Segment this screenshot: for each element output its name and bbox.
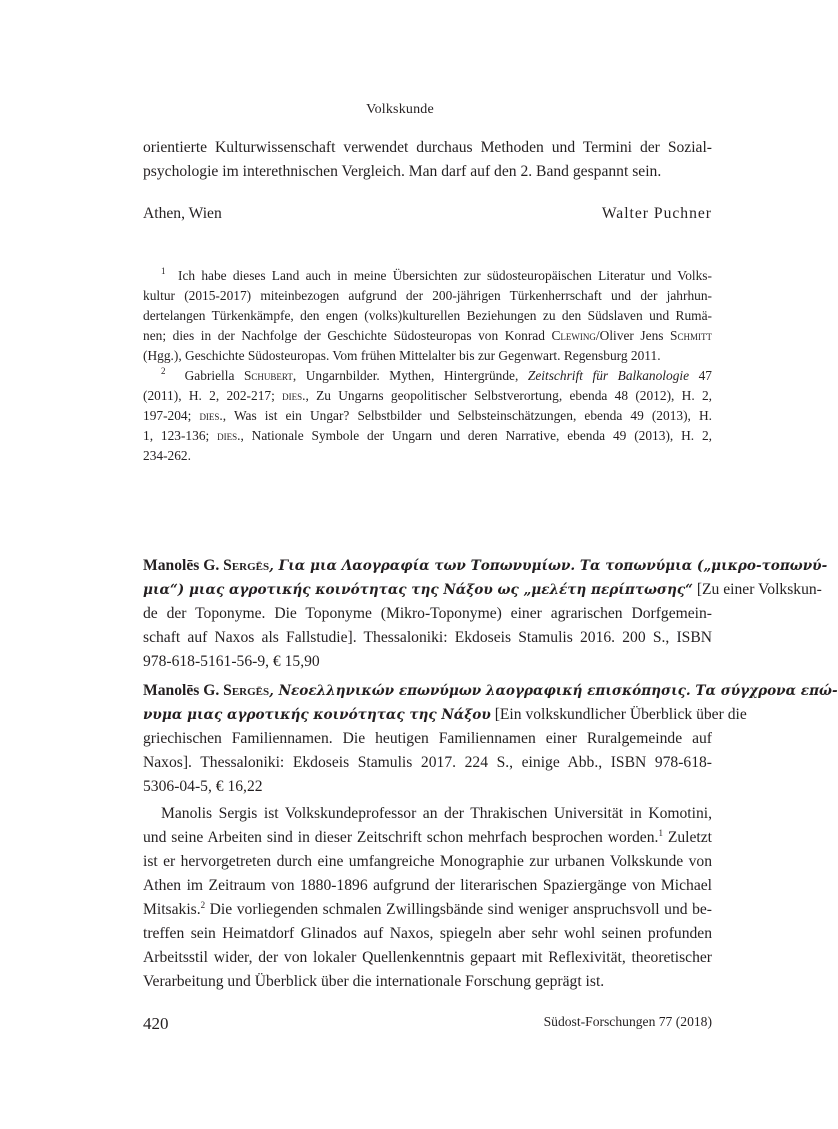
text-run: Mitsakis. [143,901,201,918]
footnote-text: Ich habe dieses Land auch in meine Übersichten zur südosteuropäischen Literatur und Volks- [177,268,712,283]
author-name: Schmitt [670,328,712,343]
text-run: und seine Arbeiten sind in dieser Zeitschrift schon mehrfach besprochen worden. [143,829,659,846]
text-line [143,826,712,850]
text-line [143,898,712,922]
entry-title: νυμα μιας αγροτικής κοινότητας της Νάξου [143,707,491,723]
text-line: Arbeitsstil wider, der von lokaler Quellenkenntnis gepaart mit Reflexivität, theoretischer [143,949,712,966]
text-run: Zuletzt [662,829,713,846]
text-line: Manolis Sergis ist Volkskundeprofessor an der Thrakischen Universität in Komotini, [161,805,712,822]
entry-author-surname: Sergēs [223,557,270,574]
entry-line [143,703,747,727]
entry-title: , Νεοελληνικών επωνύμων λαογραφική επισκόπησις. Τα σύγχρονα επώ- [269,683,838,699]
footnote-text: 197-204; [143,408,200,423]
footnote-text: , Ungarnbilder. Mythen, Hintergründe, [292,368,528,383]
text-line: psychologie im interethnischen Vergleich. Man darf auf den 2. Band gespannt sein. [143,163,662,180]
footnotes [143,266,712,466]
entry-line: 5306-04-5, € 16,22 [143,778,263,795]
entry-line [143,578,822,602]
footnote-2-line [143,366,712,386]
signoff-place: Athen, Wien [143,205,222,222]
text-line: Verarbeitung und Überblick über die internationale Forschung geprägt ist. [143,973,605,990]
footnote-2-line [143,426,712,446]
entry-line [143,554,828,578]
entry-line: griechischen Familiennamen. Die heutigen Familiennamen einer Ruralgemeinde auf [143,730,712,747]
footnote-text: , Zu Ungarns geopolitischer Selbstverortung, ebenda 48 (2012), H. 2, [305,388,712,403]
page-number: 420 [143,1014,169,1033]
footnote-text: , Nationale Symbole der Ungarn und deren Narrative, ebenda 49 (2013), H. 2, [240,428,712,443]
running-head: Volkskunde [366,102,434,117]
footnote-1-line: dertelangen Türkenkämpfe, den engen (volks)kulturellen Beziehungen zu den Südslaven und Rumä- [143,308,712,323]
footnote-text: Gabriella [184,368,244,383]
signoff-author: Walter Puchner [601,205,712,222]
entry-line: Naxos]. Thessaloniki: Ekdoseis Stamulis 2017. 224 S., einige Abb., ISBN 978-618- [143,754,712,771]
footnote-2-line: 234-262. [143,448,191,463]
text-run: Die vorliegenden schmalen Zwillingsbände sind weniger anspruchsvoll und be- [205,901,712,918]
text-line: Athen im Zeitraum von 1880-1896 aufgrund der literarischen Spaziergänge von Michael [143,877,712,894]
entry-author-surname: Sergēs [223,682,270,699]
journal-title: Zeitschrift für Balkanologie [527,368,690,383]
entry-title: , Για μια Λαογραφία των Τοπωνυμίων. Τα τοπωνύμια („μικρο-τοπωνύ- [269,558,828,574]
entry-line: de der Toponyme. Die Toponyme (Mikro-Toponyme) einer agrarischen Dorfgemein- [143,605,712,622]
entry-line: schaft auf Naxos als Fallstudie]. Thessaloniki: Ekdoseis Stamulis 2016. 200 S., ISBN [143,629,712,646]
author-name: Schubert [243,368,293,383]
entry-line [143,679,838,703]
footnote-1-line [143,266,712,286]
entry-translation: [Zu einer Volkskun- [692,581,822,598]
footnote-text: /Oliver Jens [595,328,671,343]
review-signoff [143,202,712,226]
text-line: ist er hervorgetreten durch eine umfangreiche Monographie zur urbanen Volkskunde von [143,853,712,870]
footnote-2-line [143,386,712,406]
entry-translation: [Ein volkskundlicher Überblick über die [490,706,747,723]
footnote-text: 1, 123-136; [143,428,218,443]
text-line: treffen sein Heimatdorf Glinados auf Naxos, spiegeln aber sehr wohl seinen profunden [143,925,712,942]
footnote-ref-2: 2 [200,900,206,910]
entry-line: 978-618-5161-56-9, € 15,90 [143,653,320,670]
bibliographic-entry-2 [143,679,838,799]
footnote-2-line [143,406,712,426]
footnote-2-number: 2 [161,366,166,376]
author-name: dies. [282,388,306,403]
author-name: Clewing [551,328,596,343]
author-name: dies. [217,428,241,443]
footnote-text: nen; dies in der Nachfolge der Geschichte Südosteuropas von Konrad [143,328,552,343]
footnote-ref-1: 1 [658,828,663,838]
author-name: dies. [199,408,223,423]
footnote-1-line: kultur (2015-2017) miteinbezogen aufgrund der 200-jährigen Türkenherrschaft und der jahrhun- [143,288,712,303]
bibliographic-entry-1 [143,554,828,674]
page-footer [143,1014,712,1034]
entry-title: μια“) μιας αγροτικής κοινότητας της Νάξου ως „μελέτη περίπτωσης“ [143,582,693,598]
footnote-1-line [143,326,712,346]
opening-paragraph [143,136,712,184]
footnote-text: 47 [689,368,712,383]
journal-citation: Südost-Forschungen 77 (2018) [543,1014,712,1029]
text-line: orientierte Kulturwissenschaft verwendet durchaus Methoden und Termini der Sozial- [143,139,712,156]
entry-author: Manolēs G. [143,557,224,574]
footnote-1-number: 1 [161,266,166,276]
entry-author: Manolēs G. [143,682,224,699]
footnote-1-line: (Hgg.), Geschichte Südosteuropas. Vom frühen Mittelalter bis zur Gegenwart. Regensburg 2011. [143,348,661,363]
footnote-text: (2011), H. 2, 202-217; [143,388,283,403]
footnote-text: , Was ist ein Ungar? Selbstbilder und Selbsteinschätzungen, ebenda 49 (2013), H. [222,408,712,423]
review-paragraph [143,802,712,994]
